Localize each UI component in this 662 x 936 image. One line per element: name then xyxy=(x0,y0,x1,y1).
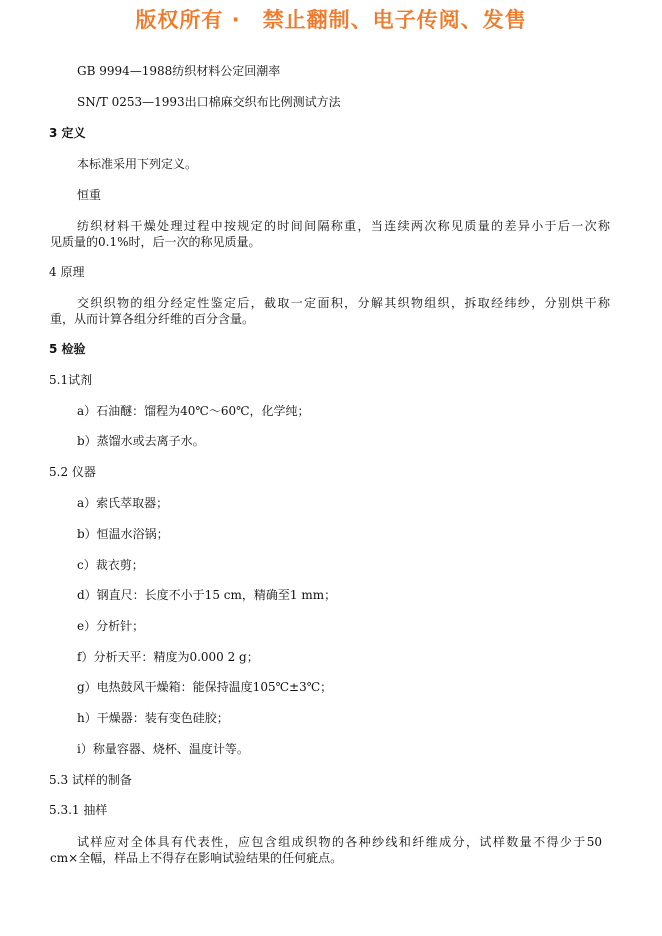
section-number: 5 xyxy=(49,342,58,356)
term-definition-line-2: 见质量的0.1%时，后一次的称见质量。 xyxy=(50,235,261,249)
normative-reference-snt0253: SN/T 0253—1993出口棉麻交织布比例测试方法 xyxy=(77,95,341,109)
section-5-1-heading: 5.1试剂 xyxy=(49,373,93,387)
section-3-intro: 本标准采用下列定义。 xyxy=(77,157,198,171)
term-definition xyxy=(50,218,610,250)
sampling-paragraph xyxy=(50,834,602,866)
section-title: 检验 xyxy=(61,342,86,356)
section-5-heading xyxy=(49,342,86,357)
sampling-line-2: cm×全幅，样品上不得存在影响试验结果的任何疵点。 xyxy=(50,851,343,865)
section-3-heading xyxy=(49,126,86,141)
reagent-a: a）石油醚：馏程为40℃～60℃，化学纯； xyxy=(77,404,310,418)
section-title: 定义 xyxy=(61,126,86,140)
copyright-watermark: 版权所有 · 禁止翻制、电子传阅、发售 xyxy=(135,8,527,32)
instrument-a: a）索氏萃取器； xyxy=(77,496,169,510)
reagent-b: b）蒸馏水或去离子水。 xyxy=(77,434,205,448)
principle-paragraph xyxy=(50,295,610,327)
section-5-3-1-heading: 5.3.1 抽样 xyxy=(49,803,108,817)
term-constant-weight: 恒重 xyxy=(77,188,102,202)
term-definition-line-1: 纺织材料干燥处理过程中按规定的时间间隔称重，当连续两次称见质量的差异小于后一次称 xyxy=(77,219,610,233)
instrument-h: h）干燥器：装有变色硅胶； xyxy=(77,711,229,725)
section-5-2-heading: 5.2 仪器 xyxy=(49,465,96,479)
instrument-f: f）分析天平：精度为0.000 2 g； xyxy=(77,650,259,664)
sampling-line-1: 试样应对全体具有代表性，应包含组成织物的各种纱线和纤维成分，试样数量不得少于50 xyxy=(77,835,602,849)
instrument-i: i）称量容器、烧杯、温度计等。 xyxy=(77,742,249,756)
instrument-d: d）钢直尺：长度不小于15 cm，精确至1 mm； xyxy=(77,588,337,602)
principle-line-2: 重，从而计算各组分纤维的百分含量。 xyxy=(50,312,255,326)
instrument-e: e）分析针； xyxy=(77,619,145,633)
instrument-b: b）恒温水浴锅； xyxy=(77,527,169,541)
principle-line-1: 交织织物的组分经定性鉴定后，截取一定面积，分解其织物组织，拆取经纬纱，分别烘干称 xyxy=(77,296,610,310)
section-number: 4 xyxy=(49,265,57,279)
instrument-c: c）裁衣剪； xyxy=(77,558,144,572)
section-title: 原理 xyxy=(60,265,85,279)
instrument-g: g）电热鼓风干燥箱：能保持温度105℃±3℃； xyxy=(77,680,333,694)
section-5-3-heading: 5.3 试样的制备 xyxy=(49,773,132,787)
section-number: 3 xyxy=(49,126,58,140)
section-4-heading xyxy=(49,265,84,280)
normative-reference-gb9994: GB 9994—1988纺织材料公定回潮率 xyxy=(77,64,281,78)
